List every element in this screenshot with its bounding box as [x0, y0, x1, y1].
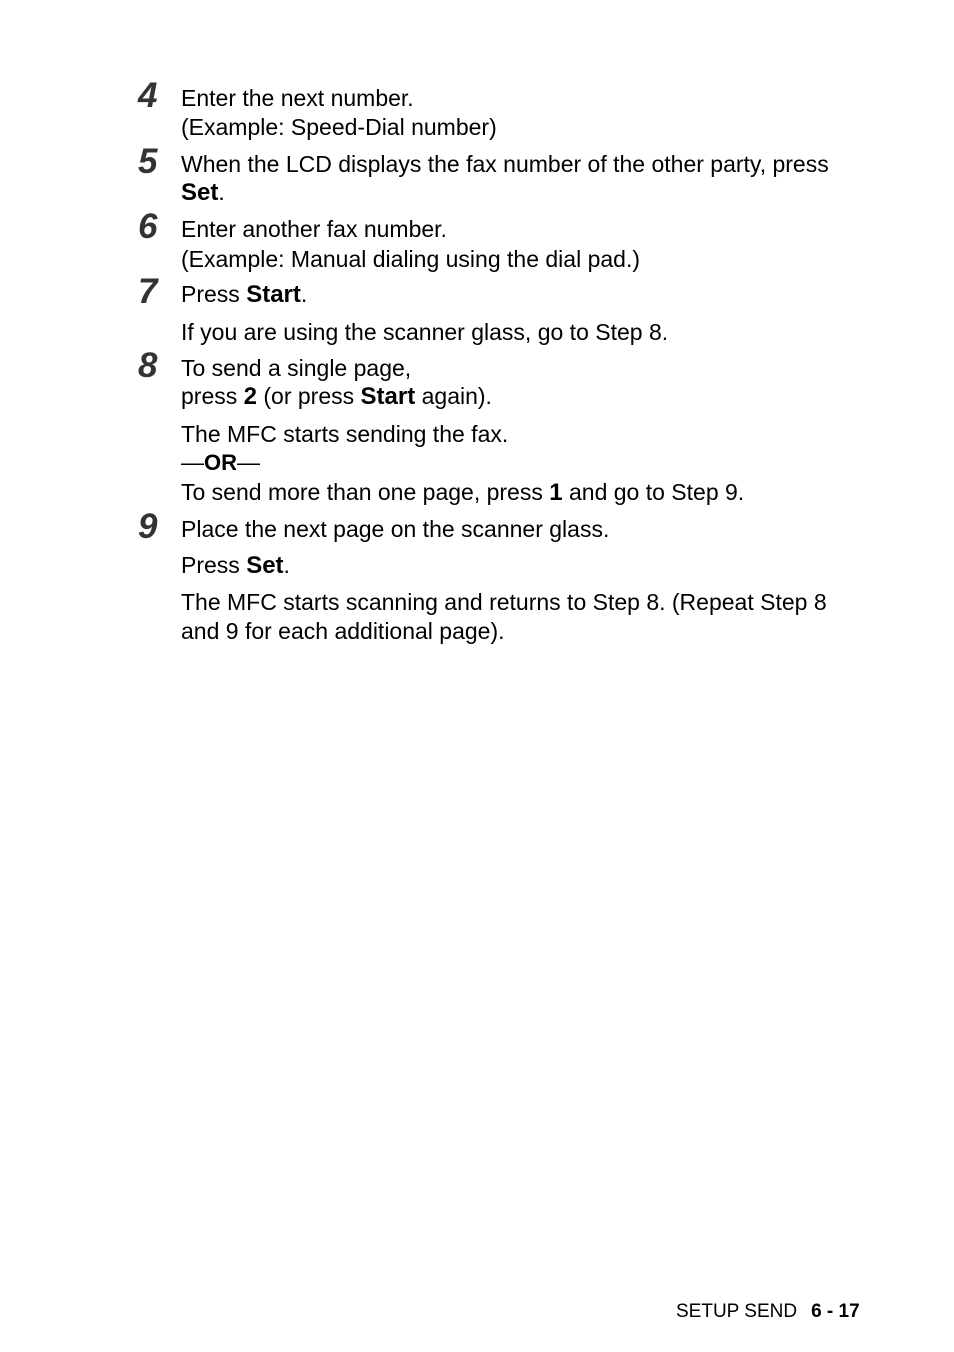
key-2-label: 2	[243, 383, 257, 410]
page-footer	[676, 1302, 860, 1321]
em-dash: —	[237, 449, 260, 475]
step-8-note: The MFC starts sending the fax.	[181, 421, 509, 447]
again-text: again).	[415, 383, 492, 409]
step-5-instruction-cont	[181, 181, 225, 205]
step-4-instruction: Enter the next number.	[181, 85, 414, 111]
step-number-6: 6	[138, 207, 158, 246]
set-key-label: Set	[181, 179, 219, 206]
or-word: OR	[204, 450, 237, 475]
step-6-instruction: Enter another fax number.	[181, 216, 447, 242]
punctuation: .	[218, 179, 225, 205]
set-key-label: Set	[246, 552, 284, 579]
start-key-label: Start	[360, 383, 416, 410]
key-1-label: 1	[549, 479, 563, 506]
step-6-example: (Example: Manual dialing using the dial pad.)	[181, 246, 640, 272]
step-9-press-set	[181, 554, 290, 578]
alt-text-end: and go to Step 9.	[562, 479, 745, 505]
step-8-instruction: To send a single page,	[181, 355, 412, 381]
step-9-note-cont: and 9 for each additional page).	[181, 618, 505, 644]
page-number: 6 - 17	[811, 1301, 860, 1322]
step-5-instruction: When the LCD displays the fax number of the other party, press	[181, 151, 829, 177]
step-number-9: 9	[138, 507, 158, 546]
press-text: press	[181, 383, 244, 409]
or-press-text: (or press	[257, 383, 361, 409]
step-9-note: The MFC starts scanning and returns to Step 8. (Repeat Step 8	[181, 589, 827, 615]
section-name: SETUP SEND	[676, 1301, 798, 1322]
step-7-note: If you are using the scanner glass, go to Step 8.	[181, 319, 669, 345]
step-number-4: 4	[138, 76, 158, 115]
start-key-label: Start	[246, 281, 301, 308]
punctuation: .	[300, 281, 308, 307]
step-number-8: 8	[138, 346, 158, 385]
step-9-instruction: Place the next page on the scanner glass.	[181, 516, 610, 542]
press-text: Press	[181, 552, 247, 578]
or-separator	[181, 451, 260, 474]
press-text: Press	[181, 281, 247, 307]
step-7-instruction	[181, 283, 307, 307]
step-number-7: 7	[138, 272, 158, 311]
step-8-instruction-cont	[181, 385, 492, 409]
step-8-alternative	[181, 481, 744, 505]
punctuation: .	[283, 552, 290, 578]
em-dash: —	[181, 449, 204, 475]
step-number-5: 5	[138, 142, 158, 181]
step-4-example: (Example: Speed-Dial number)	[181, 114, 497, 140]
alt-text: To send more than one page, press	[181, 479, 550, 505]
